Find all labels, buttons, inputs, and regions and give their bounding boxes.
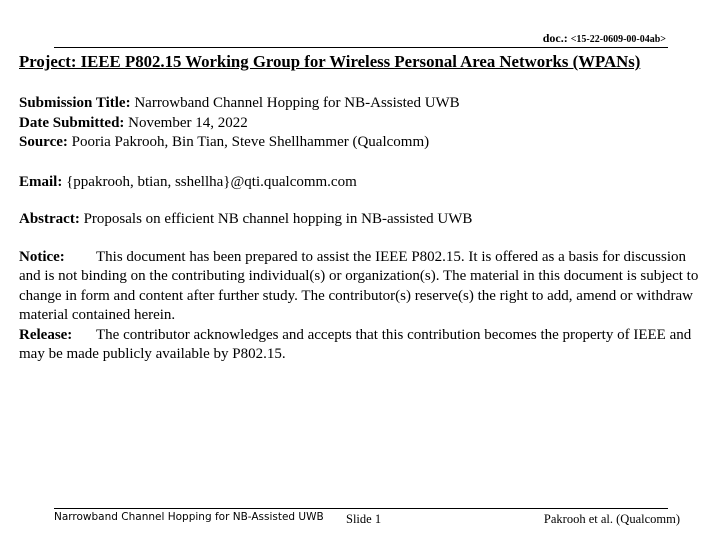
abstract-value: Proposals on efficient NB channel hopping in NB-assisted UWB: [83, 211, 473, 227]
email-line: [19, 173, 699, 193]
submission-title-line: [19, 94, 699, 114]
submission-body: [19, 94, 699, 365]
doc-number: <15-22-0609-00-04ab>: [570, 34, 666, 45]
footer-authors: Pakrooh et al. (Qualcomm): [543, 512, 680, 526]
email-label: Email:: [19, 173, 63, 190]
abstract-line: [19, 210, 699, 230]
date-submitted-line: [19, 114, 699, 134]
notice-text: This document has been prepared to assist the IEEE P802.15. It is offered as a basis for discussion and is not binding on the contributing individual(s) or organization(s). The material in this document is subject to change in form and content after further study. The contributor(s) reserve(s) the right to add, amend or withdraw material contained herein.: [19, 248, 699, 323]
date-submitted-label: Date Submitted:: [19, 114, 125, 131]
source-label: Source:: [19, 134, 68, 150]
release-label: Release:: [19, 326, 73, 343]
notice-paragraph: [19, 248, 699, 326]
doc-label: doc.:: [542, 31, 568, 45]
submission-title-value: Narrowband Channel Hopping for NB-Assisted UWB: [134, 95, 460, 111]
email-value: {ppakrooh, btian, sshellha}@qti.qualcomm.com: [66, 173, 357, 190]
footer-divider: [54, 508, 668, 509]
footer-title: Narrowband Channel Hopping for NB-Assisted UWB: [54, 511, 324, 523]
notice-label: Notice:: [19, 248, 65, 265]
header-divider: [54, 47, 668, 48]
project-title: Project: IEEE P802.15 Working Group for Wireless Personal Area Networks (WPANs): [19, 52, 641, 71]
abstract-label: Abstract:: [19, 211, 80, 227]
source-value: Pooria Pakrooh, Bin Tian, Steve Shellhammer (Qualcomm): [71, 134, 430, 150]
source-line: [19, 133, 699, 153]
slide-number: Slide 1: [346, 512, 382, 526]
date-submitted-value: November 14, 2022: [128, 114, 248, 131]
doc-number-header: [543, 31, 666, 46]
release-paragraph: [19, 326, 699, 365]
submission-title-label: Submission Title:: [19, 95, 131, 111]
release-text: The contributor acknowledges and accepts that this contribution becomes the property of IEEE and may be made publicly available by P802.15.: [19, 326, 692, 362]
